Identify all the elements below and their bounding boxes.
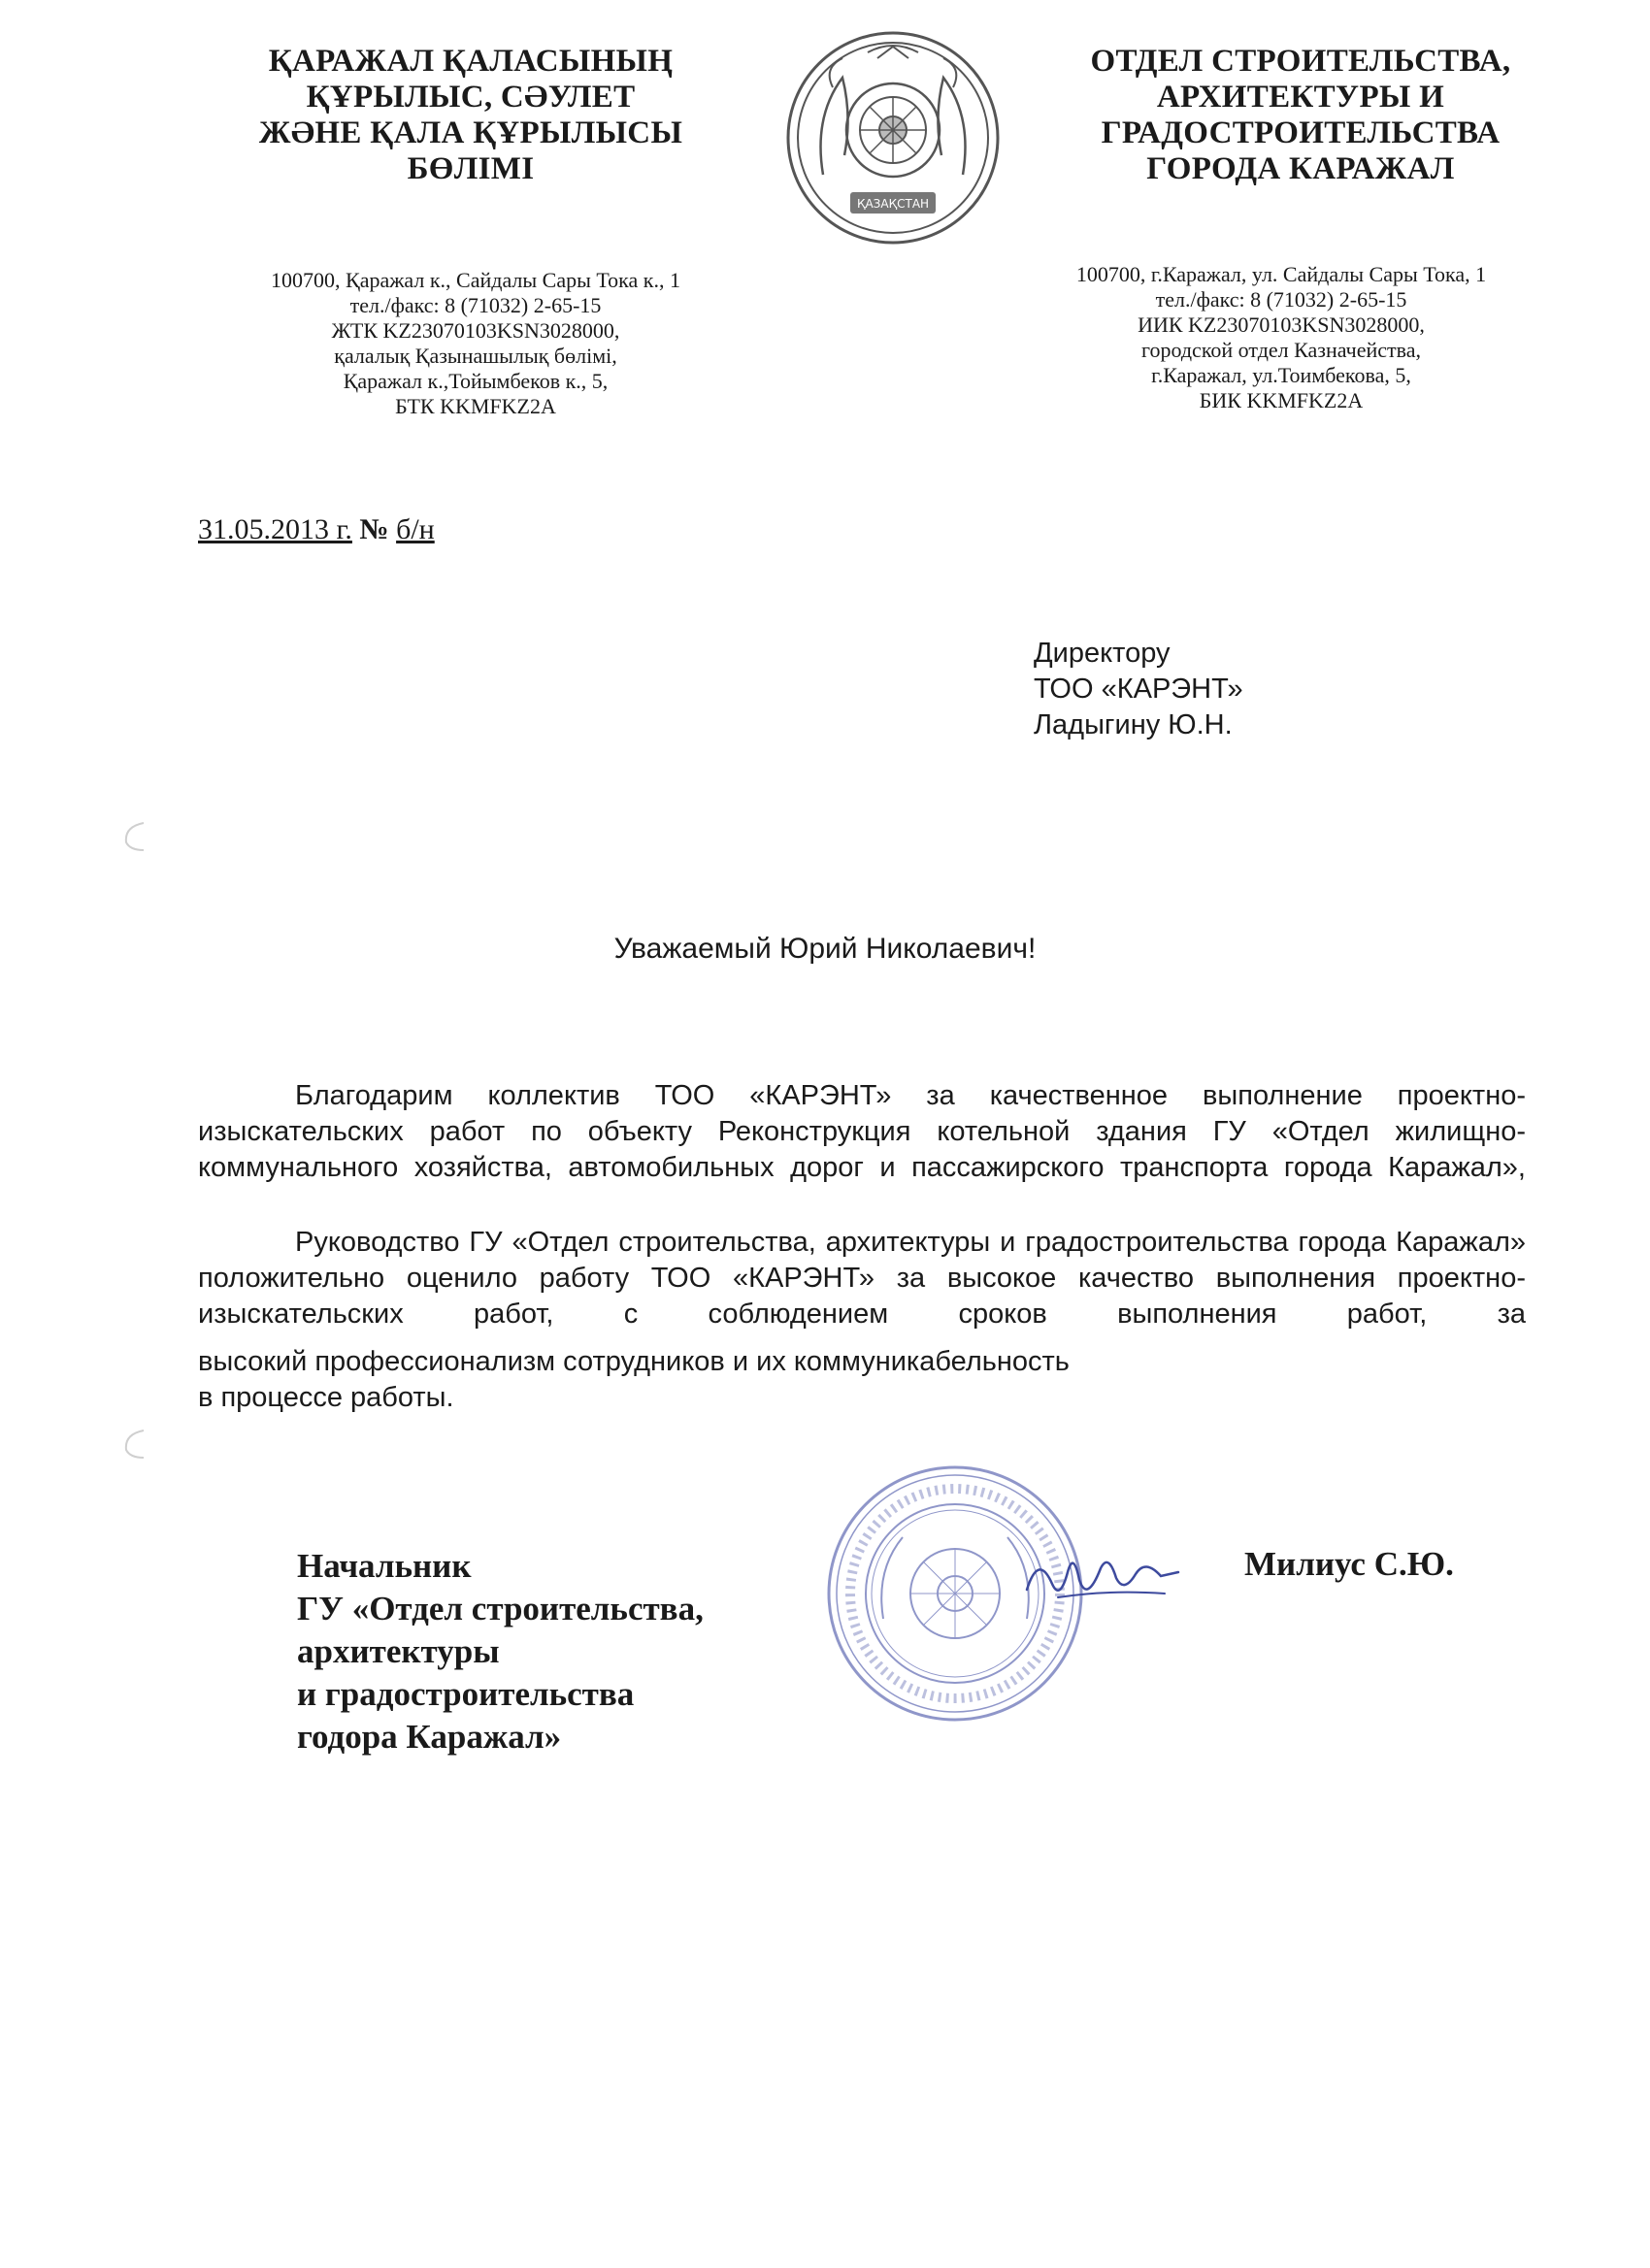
header-title-line: ГОРОДА КАРАЖАЛ (1146, 151, 1455, 186)
address-line: Қаражал к.,Тойымбеков к., 5, (343, 369, 609, 393)
address-line: қалалық Қазынашылық бөлімі, (334, 344, 617, 368)
header-address-russian (1000, 262, 1563, 413)
signatory-title-line: ГУ «Отдел строительства, (297, 1590, 704, 1627)
addressee-block (1034, 636, 1243, 743)
signatory-title-line: годора Каражал» (297, 1718, 562, 1756)
address-line: тел./факс: 8 (71032) 2-65-15 (349, 293, 602, 317)
body-paragraph-2-line: в процессе работы. (198, 1382, 454, 1413)
address-line: тел./факс: 8 (71032) 2-65-15 (1155, 287, 1407, 312)
address-line: ИИК KZ23070103KSN3028000, (1138, 312, 1425, 337)
header-title-line: ЖӘНЕ ҚАЛА ҚҰРЫЛЫСЫ (258, 115, 683, 150)
body-paragraph-2-line: высокий профессионализм сотрудников и их коммуникабельность (198, 1346, 1070, 1377)
header-title-line: ОТДЕЛ СТРОИТЕЛЬСТВА, (1090, 44, 1511, 79)
signatory-title-line: и градостроительства (297, 1675, 635, 1713)
address-line: БИК KKMFKZ2A (1199, 388, 1364, 412)
address-line: БТК KKMFKZ2A (395, 394, 556, 418)
signatory-title-line: Начальник (297, 1547, 472, 1585)
state-emblem-icon (784, 29, 1002, 247)
address-line: 100700, Қаражал к., Сайдалы Сары Тока к., 1 (271, 268, 680, 292)
body-paragraph-1: Благодарим коллектив ТОО «КАРЭНТ» за качественное выполнение проектно-изыскательских работ по объекту Реконструкция котельной здания ГУ «Отдел жилищно-коммунального хозяйства, автомобильных дорог и пассажирского транспорта города Каражал», (198, 1080, 1526, 1183)
header-title-line: ҚАРАЖАЛ ҚАЛАСЫНЫҢ (268, 44, 674, 79)
signatory-title (297, 1545, 704, 1759)
document-number: б/н (396, 513, 435, 545)
header-title-line: ҚҰРЫЛЫС, СӘУЛЕТ (306, 80, 636, 115)
document-date-number (198, 513, 435, 546)
addressee-line: Директору (1034, 638, 1171, 669)
body-paragraph-2: Руководство ГУ «Отдел строительства, архитектуры и градостроительства города Каражал» положительно оценило работу ТОО «КАРЭНТ» за высокое качество выполнения проектно-изыскательских работ, с соблюдением сроков выполнения работ, за (198, 1227, 1526, 1330)
address-line: 100700, г.Каражал, ул. Сайдалы Сары Тока, 1 (1075, 262, 1487, 286)
signatory-title-line: архитектуры (297, 1632, 500, 1670)
address-line: г.Каражал, ул.Тоимбекова, 5, (1151, 363, 1411, 387)
header-address-kazakh (184, 268, 767, 419)
address-line: городской отдел Казначейства, (1141, 338, 1421, 362)
document-date: 31.05.2013 г. (198, 513, 352, 545)
address-line: ЖТК KZ23070103KSN3028000, (331, 318, 620, 343)
header-title-kazakh (136, 44, 806, 187)
punch-hole-icon (118, 819, 151, 852)
addressee-line: ТОО «КАРЭНТ» (1034, 674, 1243, 705)
handwritten-signature-icon (1019, 1533, 1184, 1621)
emblem-ribbon-text: ҚАЗАҚСТАН (856, 197, 930, 211)
header-title-line: АРХИТЕКТУРЫ И (1156, 80, 1445, 115)
header-title-line: БӨЛІМІ (407, 151, 535, 186)
number-sign: № (359, 513, 389, 545)
header-title-russian (1019, 44, 1582, 187)
punch-hole-icon (118, 1427, 151, 1460)
header-title-line: ГРАДОСТРОИТЕЛЬСТВА (1101, 115, 1501, 150)
salutation: Уважаемый Юрий Николаевич! (613, 933, 1037, 965)
addressee-line: Ладыгину Ю.Н. (1034, 709, 1233, 740)
signer-name: Милиус С.Ю. (1244, 1545, 1454, 1583)
